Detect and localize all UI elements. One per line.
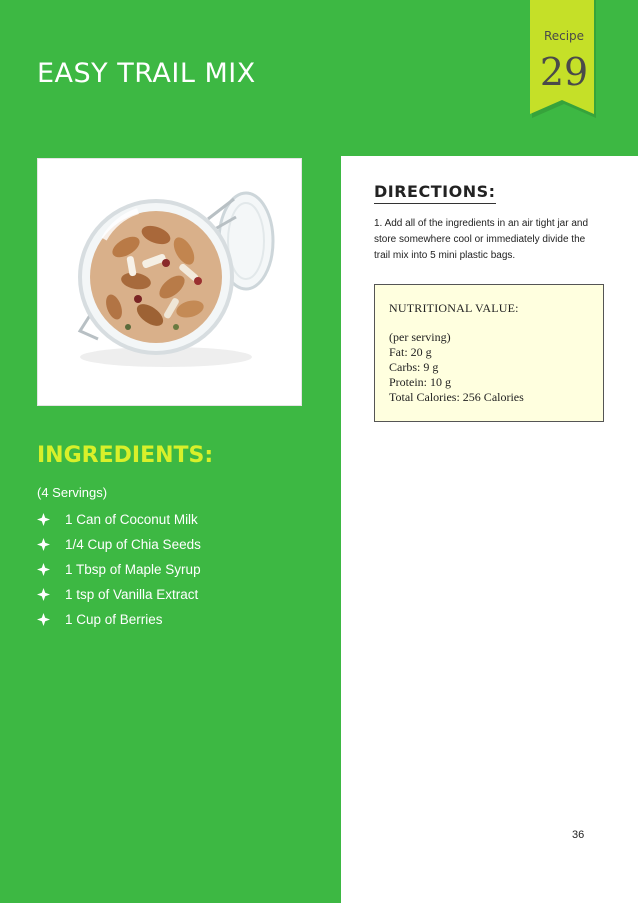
nutrition-line: Protein: 10 g xyxy=(389,375,451,389)
badge-number: 29 xyxy=(539,50,589,94)
diamond-bullet-icon xyxy=(37,588,50,601)
directions-title: DIRECTIONS: xyxy=(374,182,496,204)
recipe-badge xyxy=(530,0,598,120)
ingredients-title: INGREDIENTS: xyxy=(37,443,214,468)
nutrition-line: Fat: 20 g xyxy=(389,345,432,359)
ingredient-item xyxy=(37,582,201,607)
page-number: 36 xyxy=(572,829,585,841)
ingredient-label: 1 tsp of Vanilla Extract xyxy=(65,587,199,602)
ingredient-label: 1 Cup of Berries xyxy=(65,612,163,627)
nutrition-line: Carbs: 9 g xyxy=(389,360,439,374)
ingredient-list xyxy=(37,507,201,632)
diamond-bullet-icon xyxy=(37,613,50,626)
servings-text: (4 Servings) xyxy=(37,485,108,500)
ingredient-item xyxy=(37,532,201,557)
ingredient-item xyxy=(37,557,201,582)
ingredient-label: 1 Can of Coconut Milk xyxy=(65,512,198,527)
recipe-title: EASY TRAIL MIX xyxy=(37,58,256,89)
nutrition-line: Total Calories: 256 Calories xyxy=(389,390,524,404)
nutrition-line: (per serving) xyxy=(389,330,451,344)
ingredient-label: 1/4 Cup of Chia Seeds xyxy=(65,537,201,552)
trail-mix-jar-image xyxy=(38,159,301,405)
trail-mix-photo xyxy=(37,158,302,406)
directions-text: 1. Add all of the ingredients in an air tight jar and store somewhere cool or immediately divide the trail mix into 5 mini plastic bags. xyxy=(374,218,589,261)
nutrition-heading: NUTRITIONAL VALUE: xyxy=(389,301,519,315)
ingredient-item xyxy=(37,607,201,632)
diamond-bullet-icon xyxy=(37,538,50,551)
diamond-bullet-icon xyxy=(37,563,50,576)
badge-label: Recipe xyxy=(543,29,585,43)
diamond-bullet-icon xyxy=(37,513,50,526)
ingredient-item xyxy=(37,507,201,532)
nutrition-box xyxy=(374,284,604,422)
ingredient-label: 1 Tbsp of Maple Syrup xyxy=(65,562,201,577)
